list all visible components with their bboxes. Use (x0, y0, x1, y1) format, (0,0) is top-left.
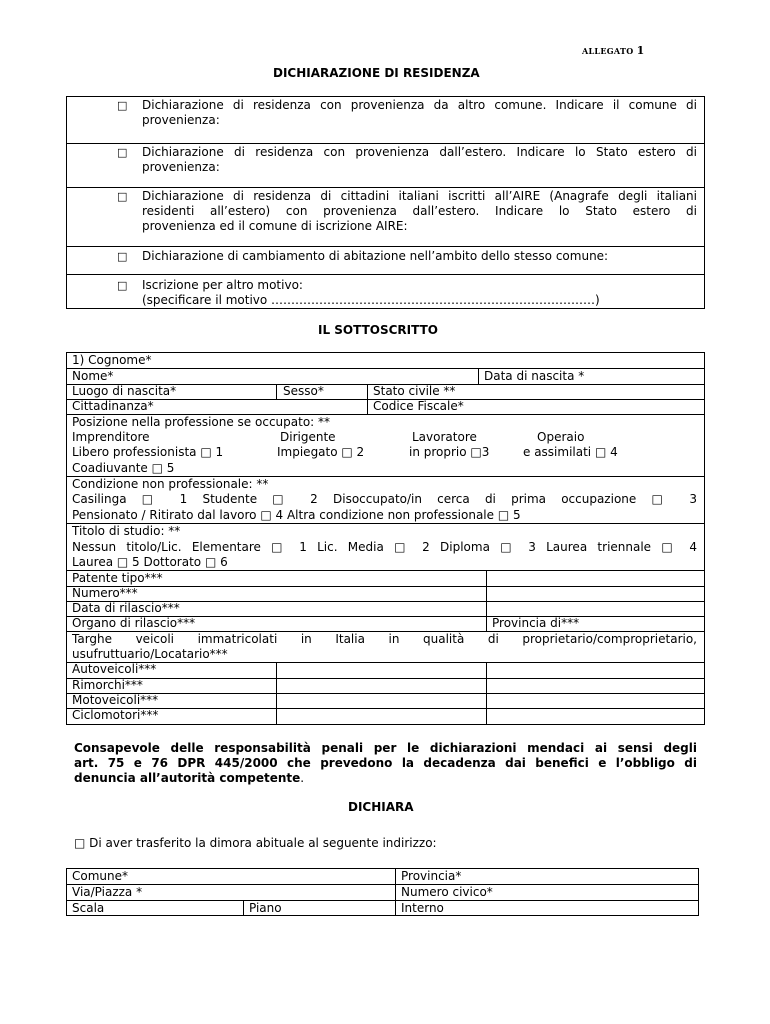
coadiuvante-option[interactable]: Coadiuvante □ 5 (72, 461, 175, 475)
titolo-studio-label: Titolo di studio: ** (72, 524, 181, 538)
option-5-checkbox[interactable]: □ (117, 279, 128, 292)
annex-text: ALLEGATO (582, 46, 634, 56)
provincia-rilascio-label: Provincia di*** (492, 616, 580, 630)
patente-tipo-label: Patente tipo*** (72, 571, 163, 585)
sesso-label: Sesso* (283, 384, 324, 398)
impiegato-option[interactable]: Impiegato □ 2 (277, 445, 365, 459)
data-rilascio-label: Data di rilascio*** (72, 601, 180, 615)
option-2-text: Dichiarazione di residenza con provenienza dall’estero. Indicare lo Stato estero di (142, 145, 697, 159)
cognome-label: 1) Cognome* (72, 353, 152, 367)
stato-civile-label: Stato civile ** (373, 384, 456, 398)
motoveicoli-label: Motoveicoli*** (72, 693, 159, 707)
titolo-options-1[interactable]: Nessun titolo/Lic. Elementare □ 1 Lic. Media □ 2 Diploma □ 3 Laurea triennale □ 4 (72, 540, 697, 554)
disclaimer-line-1: Consapevole delle responsabilità penali per le dichiarazioni mendaci ai sensi degli (74, 741, 697, 755)
annex-number: 1 (636, 44, 645, 57)
titolo-options-2[interactable]: Laurea □ 5 Dottorato □ 6 (72, 555, 228, 569)
disclaimer-line-3-text: denuncia all’autorità competente (74, 771, 301, 785)
section-title-dichiara: DICHIARA (348, 800, 414, 814)
option-1-text-2: provenienza: (142, 113, 220, 127)
targhe-label: Targhe veicoli immatricolati in Italia in qualità di proprietario/comproprietario, (72, 632, 697, 646)
posizione-label: Posizione nella professione se occupato: ** (72, 415, 331, 429)
imprenditore-label: Imprenditore (72, 430, 150, 444)
section-title-sottoscritto: IL SOTTOSCRITTO (318, 323, 438, 337)
ciclomotori-label: Ciclomotori*** (72, 708, 159, 722)
option-5-reason: (specificare il motivo ………………………………………………………………………) (142, 293, 600, 307)
piano-label: Piano (249, 901, 282, 915)
condizione-options-1[interactable]: Casilinga □ 1 Studente □ 2 Disoccupato/in cerca di prima occupazione □ 3 (72, 492, 697, 506)
nome-label: Nome* (72, 369, 114, 383)
annex-label (582, 44, 645, 57)
option-3-text-3: provenienza ed il comune di iscrizione AIRE: (142, 219, 408, 233)
disclaimer-period: . (300, 771, 305, 785)
option-4-text: Dichiarazione di cambiamento di abitazione nell’ambito dello stesso comune: (142, 249, 609, 263)
interno-label: Interno (401, 901, 444, 915)
option-1-checkbox[interactable]: □ (117, 99, 128, 112)
lavoratore-label: Lavoratore (412, 430, 477, 444)
in-proprio-option[interactable]: in proprio □3 (409, 445, 490, 459)
option-3-text-2: residenti all’estero) con provenienza dall’estero. Indicare lo Stato estero di (142, 204, 697, 218)
option-5-text: Iscrizione per altro motivo: (142, 278, 303, 292)
luogo-nascita-label: Luogo di nascita* (72, 384, 177, 398)
assimilati-option[interactable]: e assimilati □ 4 (523, 445, 618, 459)
option-3-checkbox[interactable]: □ (117, 190, 128, 203)
dirigente-label: Dirigente (280, 430, 336, 444)
cittadinanza-label: Cittadinanza* (72, 399, 154, 413)
operaio-label: Operaio (537, 430, 585, 444)
disclaimer-line-2: art. 75 e 76 DPR 445/2000 che prevedono la decadenza dai benefici e l’obbligo di (74, 756, 697, 770)
organo-rilascio-label: Organo di rilascio*** (72, 616, 196, 630)
provincia-label: Provincia* (401, 869, 462, 883)
via-piazza-label: Via/Piazza * (72, 885, 143, 899)
address-table (66, 868, 699, 916)
option-1-text: Dichiarazione di residenza con provenienza da altro comune. Indicare il comune di (142, 98, 697, 112)
condizione-label: Condizione non professionale: ** (72, 477, 269, 491)
condizione-options-2[interactable]: Pensionato / Ritirato dal lavoro □ 4 Altra condizione non professionale □ 5 (72, 508, 521, 522)
page-title: DICHIARAZIONE DI RESIDENZA (273, 66, 480, 80)
trasferito-option[interactable]: □ Di aver trasferito la dimora abituale al seguente indirizzo: (74, 836, 437, 850)
targhe-label-2: usufruttuario/Locatario*** (72, 647, 228, 661)
numero-patente-label: Numero*** (72, 586, 138, 600)
disclaimer-line-3 (74, 771, 304, 786)
autoveicoli-label: Autoveicoli*** (72, 662, 157, 676)
libero-professionista-option[interactable]: Libero professionista □ 1 (72, 445, 224, 459)
option-4-checkbox[interactable]: □ (117, 250, 128, 263)
data-nascita-label: Data di nascita * (484, 369, 585, 383)
option-2-checkbox[interactable]: □ (117, 146, 128, 159)
codice-fiscale-label: Codice Fiscale* (373, 399, 464, 413)
numero-civico-label: Numero civico* (401, 885, 493, 899)
comune-label: Comune* (72, 869, 129, 883)
option-2-text-2: provenienza: (142, 160, 220, 174)
scala-label: Scala (72, 901, 105, 915)
rimorchi-label: Rimorchi*** (72, 678, 143, 692)
option-3-text: Dichiarazione di residenza di cittadini italiani iscritti all’AIRE (Anagrafe degli italiani (142, 189, 697, 203)
